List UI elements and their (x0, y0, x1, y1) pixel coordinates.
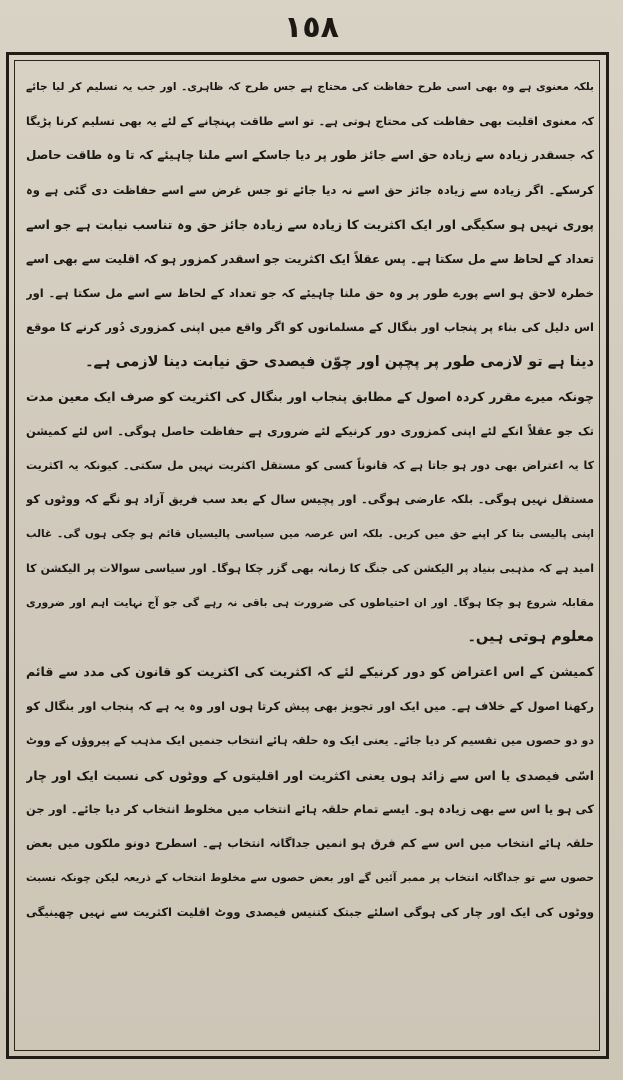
text-line: کہ جسقدر زیادہ سے زیادہ حق اسے جائز طور پر دیا جاسکے اسے ملنا چاہیئے کہ تا وہ طاقت حاصل (26, 148, 594, 162)
text-line: کرسکے۔ اگر زیادہ سے زیادہ جائز حق اسے نہ دیا جائے تو جس غرض سے اسے حفاظت دی گئی ہے وہ (26, 183, 594, 197)
text-line: مقابلہ شروع ہو چکا ہوگا۔ اور ان احتیاطوں کی ضرورت ہی باقی نہ رہے گی جو آج نہایت اہم اور ضروری (26, 597, 594, 609)
urdu-text-body (26, 62, 594, 1047)
text-line: خطرہ لاحق ہو اسے پورے طور پر وہ حق ملنا چاہیئے کہ جو تعداد کے لحاظ سے اسے مل سکتا ہے۔ اور (26, 286, 594, 300)
text-line: کمیشن کے اس اعتراض کو دور کرنیکے لئے کہ اکثریت کی اکثریت کو قانون کی مدد سے قائم (26, 664, 594, 679)
text-line: چونکہ میرے مقرر کردہ اصول کے مطابق پنجاب اور بنگال کی اکثریت کو صرف ایک معین مدت (26, 389, 594, 404)
text-line: تک جو عقلاً انکے لئے اپنی کمزوری دور کرنیکے لئے ضروری ہے حفاظت حاصل ہوگی۔ اس لئے کمیشن (26, 424, 594, 438)
text-line: حلقہ ہائے انتخاب میں اس سے کم فرق ہو انمیں جداگانہ انتخاب ہے۔ اسطرح دونو ملکوں میں بعض (26, 836, 594, 850)
page-number: ١٥٨ (284, 10, 339, 45)
text-line: کہ معنوی اقلیت بھی حفاظت کی محتاج ہوتی ہے۔ تو اسے طاقت پہنچانے کے لئے یہ بھی تسلیم کرنا پڑیگا (26, 115, 594, 128)
text-line: کا یہ اعتراض بھی دور ہو جاتا ہے کہ قانوناً کسی کو مستقل اکثریت نہیں مل سکتی۔ کیونکہ یہ اکثریت (26, 459, 594, 472)
text-line: اسّی فیصدی یا اس سے زائد ہوں یعنی اکثریت اور اقلیتوں کے ووٹوں کی نسبت ایک اور چار (26, 768, 594, 783)
text-line: پوری نہیں ہو سکیگی اور ایک اکثریت کا زیادہ سے زیادہ جائز حق وہ تناسب نیابت ہے جو اسے (26, 217, 594, 232)
text-line: اس دلیل کی بناء پر پنجاب اور بنگال کے مسلمانوں کو اگر واقع میں اپنی کمزوری دُور کرنے کا موقع (26, 320, 594, 334)
text-line: تعداد کے لحاظ سے مل سکتا ہے۔ پس عقلاً ایک اکثریت جو اسقدر کمزور ہو کہ اقلیت سے بھی اسے (26, 252, 594, 266)
text-line: بلکہ معنوی ہے وہ بھی اسی طرح حفاظت کی محتاج ہے جس طرح کہ ظاہری۔ اور جب یہ تسلیم کر لیا جائے (26, 81, 594, 93)
text-line: اپنی پالیسی بتا کر اپنے حق میں کریں۔ بلکہ اس عرصہ میں سیاسی پالیسیاں قائم ہو چکی ہوں گی۔ غالب (26, 528, 594, 540)
text-line: دینا ہے تو لازمی طور پر پچپن اور چوّن فیصدی حق نیابت دینا لازمی ہے۔ (85, 354, 594, 370)
text-line: مستقل نہیں ہوگی۔ بلکہ عارضی ہوگی۔ اور پچیس سال کے بعد سب فریق آزاد ہو نگے کہ ووٹوں کو (26, 492, 594, 506)
text-line: معلوم ہوتی ہیں۔ (467, 629, 594, 645)
text-line: کی ہو یا اس سے بھی زیادہ ہو۔ ایسے تمام حلقہ ہائے انتخاب میں مخلوط انتخاب کر دیا جائے۔ اور جن (26, 802, 594, 816)
text-line: امید ہے کہ مذہبی بنیاد پر الیکشن کی جنگ کا زمانہ بھی گزر چکا ہوگا۔ اور سیاسی سوالات پر الیکشن کا (26, 562, 594, 575)
text-line: رکھنا اصول کے خلاف ہے۔ میں ایک اور تجویز بھی پیش کرتا ہوں اور وہ یہ ہے کہ پنجاب اور بنگال کو (26, 699, 594, 713)
text-line: حصوں سے تو جداگانہ انتخاب پر ممبر آئیں گے اور بعض حصوں سے مخلوط انتخاب کے ذریعہ لیکن چونکہ نسبت (26, 872, 594, 884)
text-line: دو دو حصوں میں تقسیم کر دیا جائے۔ یعنی ایک وہ حلقہ ہائے انتخاب جنمیں ایک مذہب کے پیروؤں کے ووٹ (26, 734, 594, 747)
text-line: ووٹوں کی ایک اور چار کی ہوگی اسلئے جبتک کتنیس فیصدی ووٹ اقلیت اکثریت سے نہیں چھینیگی (26, 905, 594, 919)
